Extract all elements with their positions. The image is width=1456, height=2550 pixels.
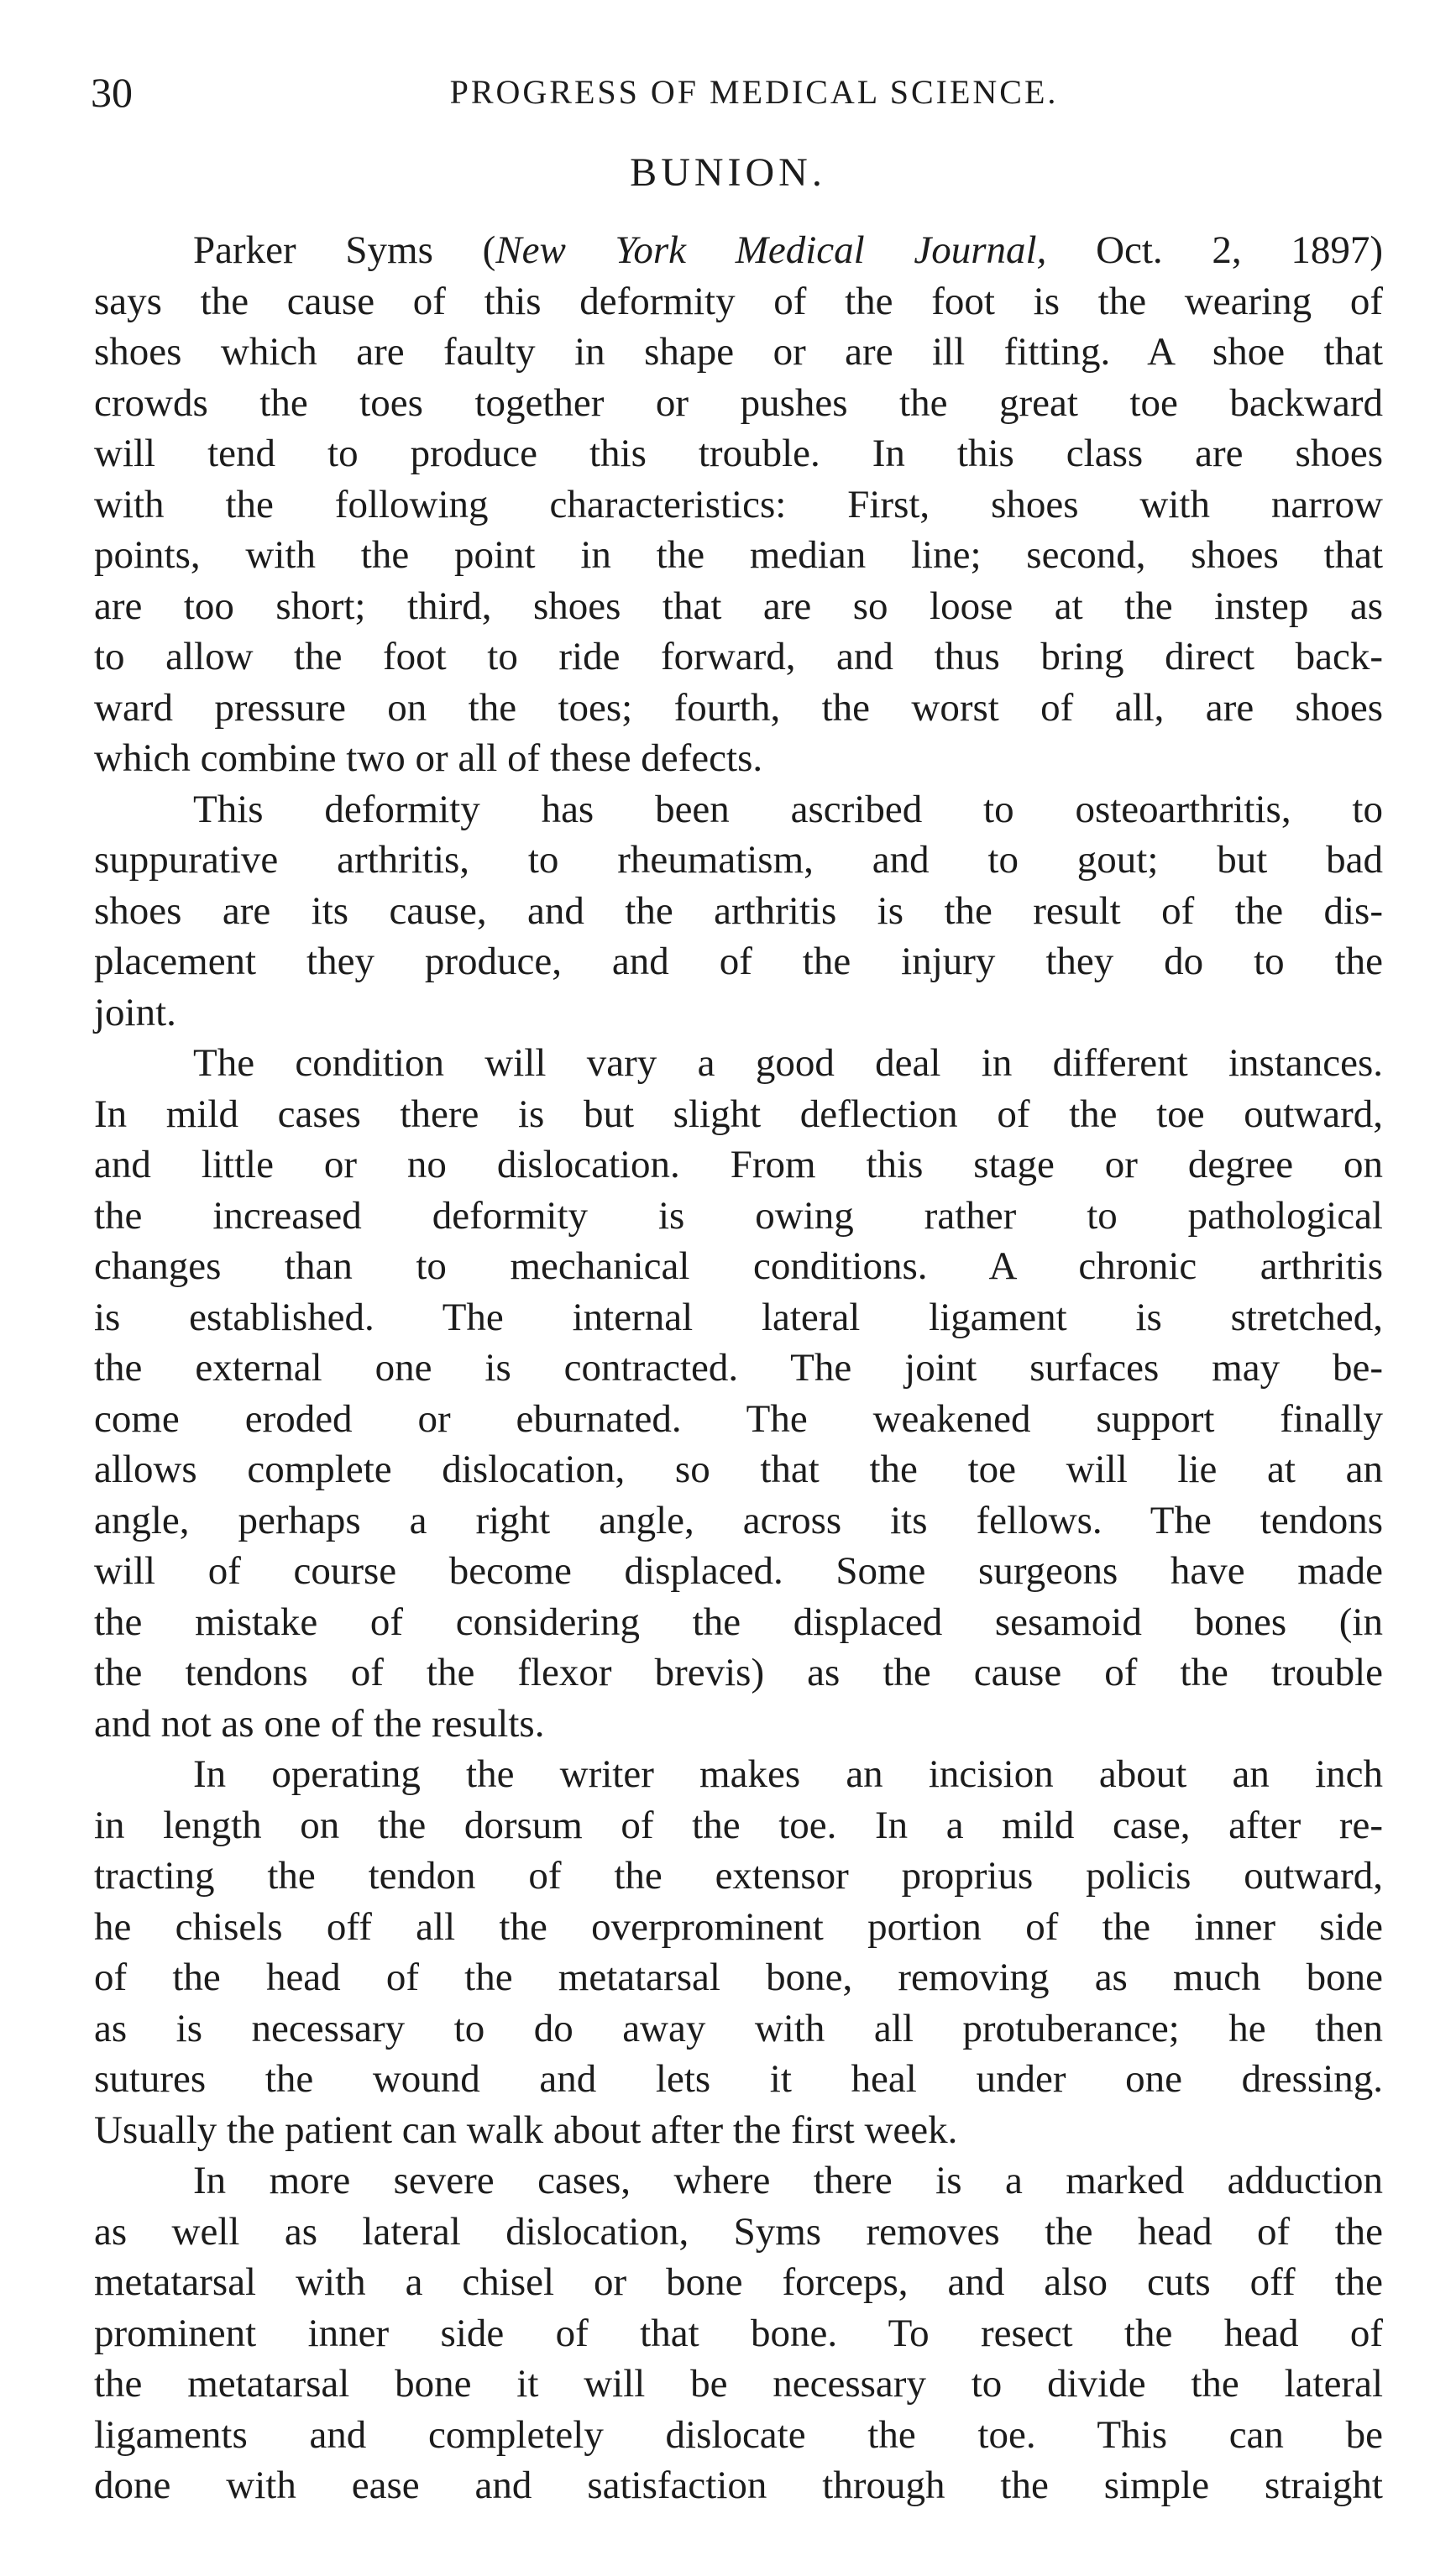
text-line: ligaments and completely dislocate the toe. This can be bbox=[94, 2412, 1383, 2457]
text-line: changes than to mechanical conditions. A chronic arthritis bbox=[94, 1244, 1383, 1288]
text-line: tracting the tendon of the extensor proprius policis outward, bbox=[94, 1854, 1383, 1898]
text-line: he chisels off all the overprominent portion of the inner side bbox=[94, 1904, 1383, 1949]
paragraph-2 bbox=[94, 784, 1383, 1039]
text-line: the external one is contracted. The joint surfaces may be- bbox=[94, 1346, 1383, 1390]
paragraph-5 bbox=[94, 2155, 1383, 2511]
text-line: are too short; third, shoes that are so loose at the instep as bbox=[94, 584, 1383, 628]
running-head bbox=[91, 67, 1384, 118]
journal-title: New York Medical Journal, bbox=[495, 228, 1047, 272]
text-line: metatarsal with a chisel or bone forceps, and also cuts off the bbox=[94, 2260, 1383, 2304]
text-line: as well as lateral dislocation, Syms removes the head of the bbox=[94, 2209, 1383, 2254]
text-line: with the following characteristics: First, shoes with narrow bbox=[94, 482, 1383, 526]
citation-date: Oct. 2, 1897) bbox=[1046, 228, 1384, 272]
text-line: allows complete dislocation, so that the toe will lie at an bbox=[94, 1448, 1383, 1491]
text-line: shoes are its cause, and the arthritis is the result of the dis- bbox=[94, 888, 1383, 933]
text-line: which combine two or all of these defects. bbox=[94, 736, 763, 780]
text-line: will of course become displaced. Some surgeons have made bbox=[94, 1549, 1383, 1593]
text-line: ward pressure on the toes; fourth, the worst of all, are shoes bbox=[94, 685, 1383, 730]
text-line: done with ease and satisfaction through the simple straight bbox=[94, 2464, 1383, 2507]
text-line: the mistake of considering the displaced sesamoid bones (in bbox=[94, 1600, 1383, 1644]
paragraph-4 bbox=[94, 1749, 1383, 2155]
text-line: angle, perhaps a right angle, across its fellows. The tendons bbox=[94, 1498, 1383, 1542]
text-line: the metatarsal bone it will be necessary to divide the lateral bbox=[94, 2362, 1383, 2406]
text-line: suppurative arthritis, to rheumatism, and to gout; but bad bbox=[94, 838, 1383, 882]
text-line bbox=[94, 225, 1383, 276]
text-line: and little or no dislocation. From this stage or degree on bbox=[94, 1143, 1383, 1186]
text-line: Usually the patient can walk about after the first week. bbox=[94, 2108, 958, 2152]
text-line: is established. The internal lateral ligament is stretched, bbox=[94, 1295, 1383, 1339]
text-line: in length on the dorsum of the toe. In a mild case, after re- bbox=[94, 1803, 1383, 1847]
text-line: In more severe cases, where there is a marked adduction bbox=[193, 2159, 1383, 2202]
text-line: and not as one of the results. bbox=[94, 1701, 545, 1746]
text-line: come eroded or eburnated. The weakened support finally bbox=[94, 1396, 1383, 1441]
text-line: the tendons of the flexor brevis) as the cause of the trouble bbox=[94, 1651, 1383, 1694]
paragraph-3 bbox=[94, 1038, 1383, 1749]
text-line: crowds the toes together or pushes the great toe backward bbox=[94, 380, 1383, 425]
text-line: of the head of the metatarsal bone, removing as much bone bbox=[94, 1956, 1383, 1999]
text-line: placement they produce, and of the injury they do to the bbox=[94, 940, 1383, 983]
page-number: 30 bbox=[91, 69, 133, 116]
running-title: PROGRESS OF MEDICAL SCIENCE. bbox=[449, 73, 1059, 111]
text-line: as is necessary to do away with all protuberance; he then bbox=[94, 2006, 1383, 2050]
text-line: shoes which are faulty in shape or are ill fitting. A shoe that bbox=[94, 330, 1383, 374]
paragraph-1 bbox=[94, 225, 1383, 784]
text-line: points, with the point in the median line; second, shoes that bbox=[94, 533, 1383, 577]
citation-author: Parker Syms ( bbox=[193, 228, 496, 272]
text-line: prominent inner side of that bone. To resect the head of bbox=[94, 2311, 1383, 2355]
text-line: In operating the writer makes an incision about an inch bbox=[193, 1752, 1383, 1796]
text-line: sutures the wound and lets it heal under one dressing. bbox=[94, 2057, 1383, 2101]
article-body bbox=[94, 225, 1383, 2511]
section-title: BUNION. bbox=[630, 150, 826, 195]
text-line: says the cause of this deformity of the foot is the wearing of bbox=[94, 279, 1383, 323]
text-line: joint. bbox=[94, 990, 176, 1034]
text-line: In mild cases there is but slight deflection of the toe outward, bbox=[94, 1092, 1383, 1136]
text-line: to allow the foot to ride forward, and thus bring direct back- bbox=[94, 635, 1383, 678]
text-line: the increased deformity is owing rather to pathological bbox=[94, 1193, 1383, 1238]
text-line: This deformity has been ascribed to osteoarthritis, to bbox=[193, 787, 1383, 831]
text-line: will tend to produce this trouble. In this class are shoes bbox=[94, 432, 1383, 475]
text-line: The condition will vary a good deal in different instances. bbox=[193, 1041, 1383, 1085]
